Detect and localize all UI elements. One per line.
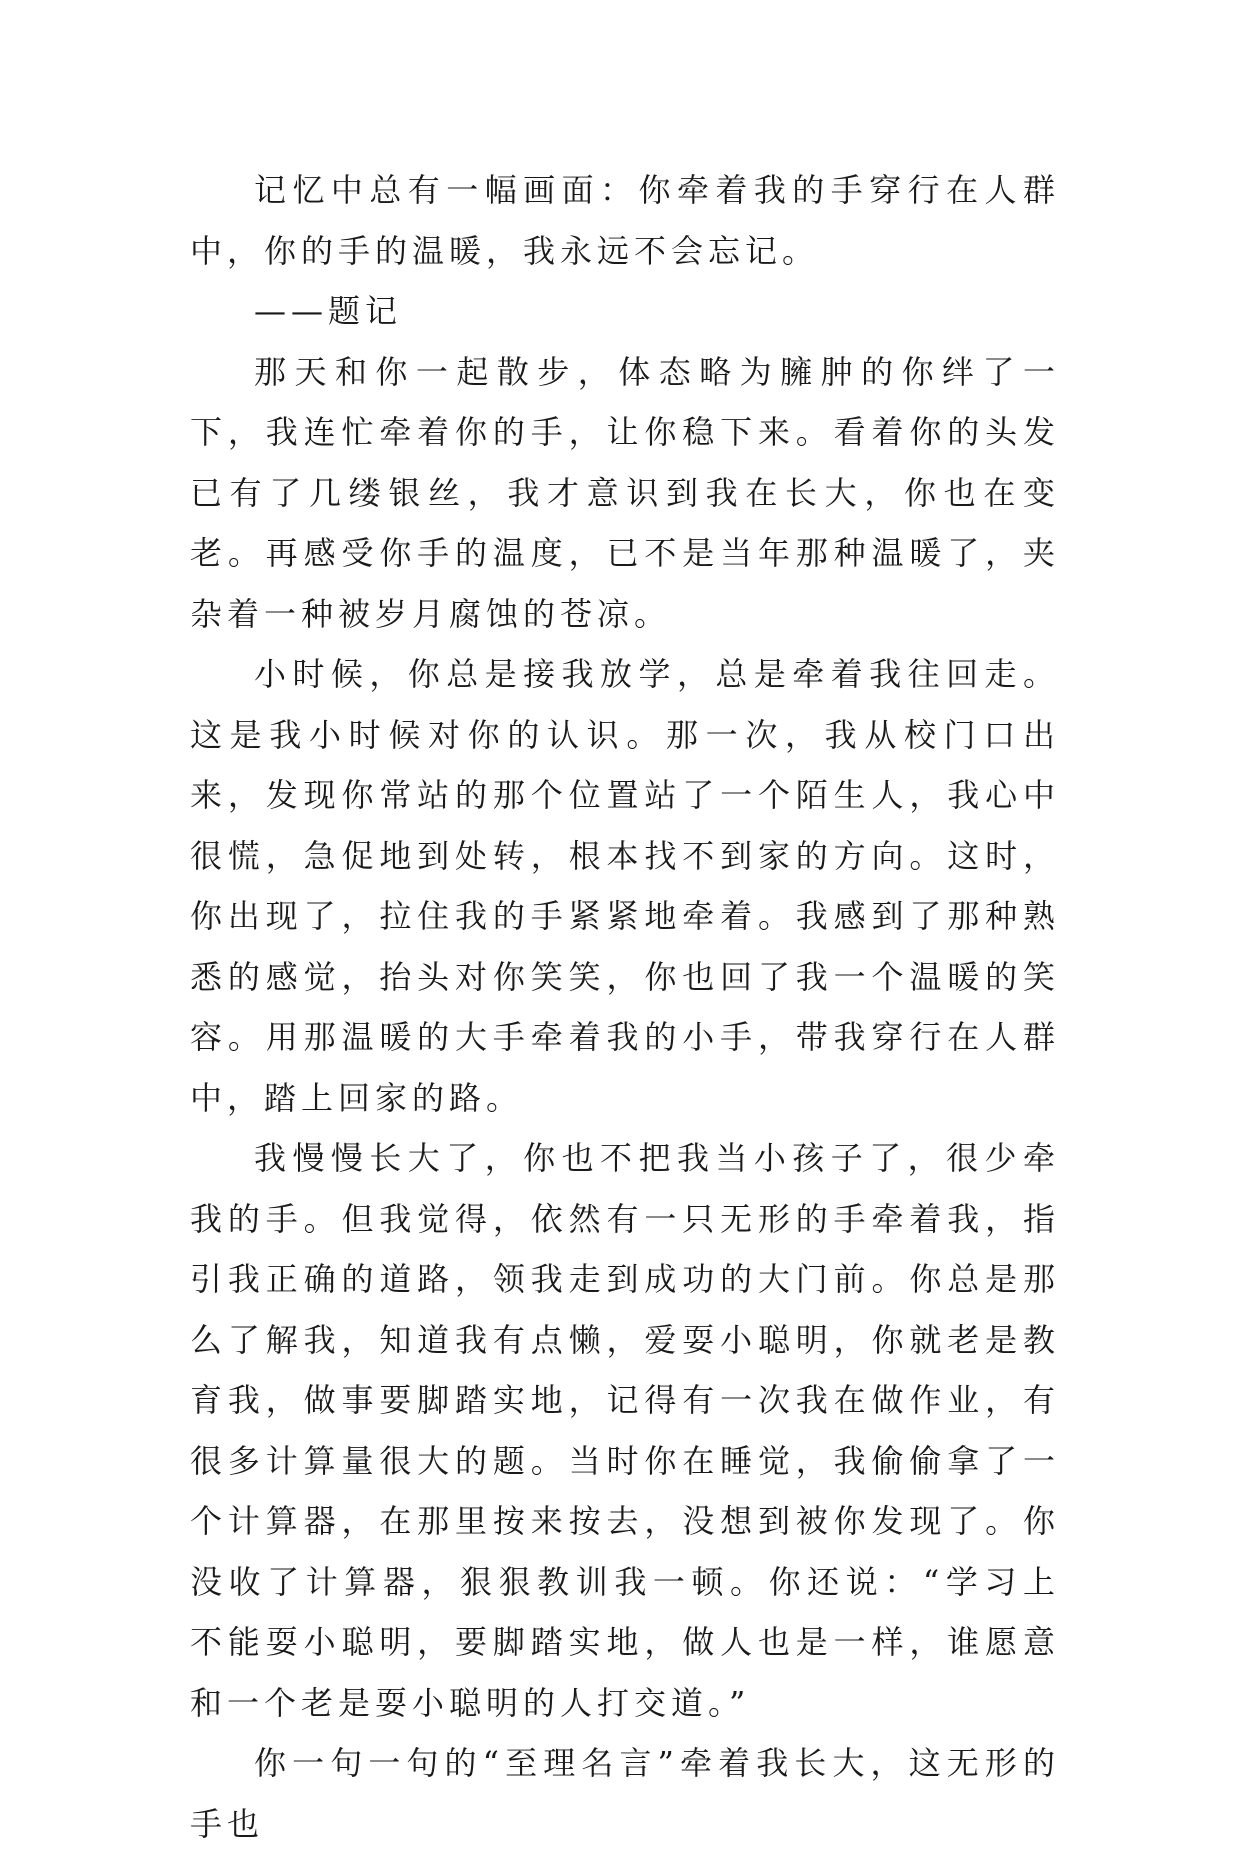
paragraph: 那天和你一起散步，体态略为臃肿的你绊了一下，我连忙牵着你的手，让你稳下来。看着你的头发已有了几缕银丝，我才意识到我在长大，你也在变老。再感受你手的温度，已不是当年那种温暖了，夹杂着一种被岁月腐蚀的苍凉。 <box>190 352 1060 633</box>
paragraph-epigraph-attribution: ——题记 <box>254 292 403 330</box>
paragraph: 你一句一句的“至理名言”牵着我长大，这无形的手也 <box>190 1744 1060 1843</box>
paragraph: 小时候，你总是接我放学，总是牵着我往回走。这是我小时候对你的认识。那一次，我从校门口出来，发现你常站的那个位置站了一个陌生人，我心中很慌，急促地到处转，根本找不到家的方向。这时，你出现了，拉住我的手紧紧地牵着。我感到了那种熟悉的感觉，抬头对你笑笑，你也回了我一个温暖的笑容。用那温暖的大手牵着我的小手，带我穿行在人群中，踏上回家的路。 <box>190 655 1060 1117</box>
paragraph: 我慢慢长大了，你也不把我当小孩子了，很少牵我的手。但我觉得，依然有一只无形的手牵着我，指引我正确的道路，领我走到成功的大门前。你总是那么了解我，知道我有点懒，爱耍小聪明，你就老是教育我，做事要脚踏实地，记得有一次我在做作业，有很多计算量很大的题。当时你在睡觉，我偷偷拿了一个计算器，在那里按来按去，没想到被你发现了。你没收了计算器，狠狠教训我一顿。你还说：“学习上不能耍小聪明，要脚踏实地，做人也是一样，谁愿意和一个老是耍小聪明的人打交道。” <box>190 1139 1060 1722</box>
paragraph-opening: 记忆中总有一幅画面：你牵着我的手穿行在人群中，你的手的温暖，我永远不会忘记。 <box>190 171 1060 270</box>
essay-body <box>190 160 1060 1854</box>
